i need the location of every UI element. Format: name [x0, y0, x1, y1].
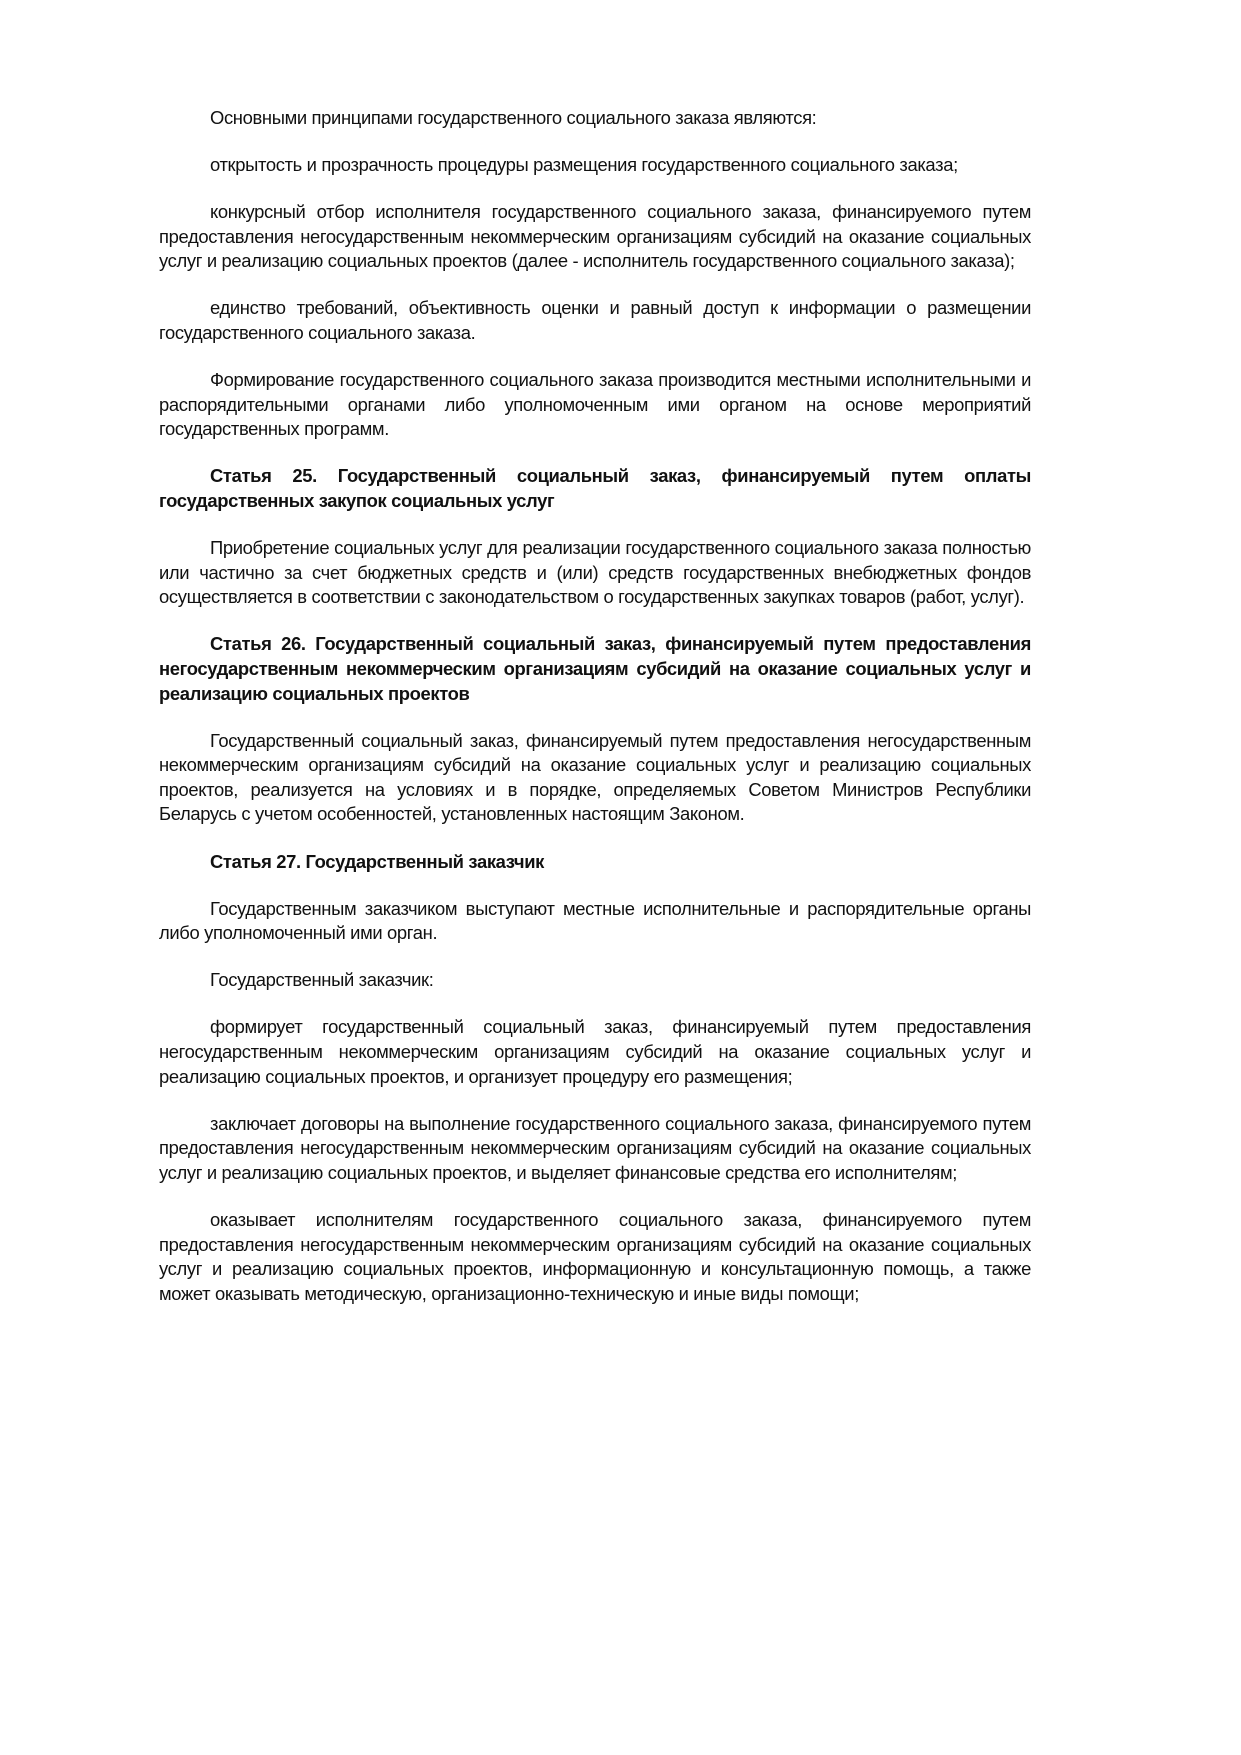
paragraph-article-25-body: Приобретение социальных услуг для реализации государственного социального заказа полностью или частично за счет бюджетных средств и (или) средств государственных внебюджетных фондов осуществляется в соответствии с законодательством о государственных закупках товаров (работ, услуг). — [159, 537, 1031, 608]
article-25-heading: Статья 25. Государственный социальный заказ, финансируемый путем оплаты государственных закупок социальных услуг — [159, 465, 1031, 512]
article-26-heading: Статья 26. Государственный социальный заказ, финансируемый путем предоставления негосударственным некоммерческим организациям субсидий на оказание социальных услуг и реализацию социальных проектов — [159, 633, 1031, 704]
paragraph-principle-unity: единство требований, объективность оценки и равный доступ к информации о размещении государственного социального заказа. — [159, 297, 1031, 344]
paragraph-article-27-assistance: оказывает исполнителям государственного социального заказа, финансируемого путем предоставления негосударственным некоммерческим организациям субсидий на оказание социальных услуг и реализацию социальных проектов, информационную и консультационную помощь, а также может оказывать методическую, организационно-техническую и иные виды помощи; — [159, 1209, 1031, 1304]
paragraph-article-26-body: Государственный социальный заказ, финансируемый путем предоставления негосударственным некоммерческим организациям субсидий на оказание социальных услуг и реализацию социальных проектов, реализуется на условиях и в порядке, определяемых Советом Министров Республики Беларусь с учетом особенностей, установленных настоящим Законом. — [159, 729, 1031, 825]
paragraph-principles-intro: Основными принципами государственного социального заказа являются: — [210, 107, 817, 128]
paragraph-article-27-contracts: заключает договоры на выполнение государственного социального заказа, финансируемого путем предоставления негосударственным некоммерческим организациям субсидий на оказание социальных услуг и реализацию социальных проектов, и выделяет финансовые средства его исполнителям; — [159, 1112, 1031, 1183]
paragraph-principle-openness: открытость и прозрачность процедуры размещения государственного социального заказа; — [210, 154, 958, 176]
paragraph-article-27-customer: Государственным заказчиком выступают местные исполнительные и распорядительные органы либо уполномоченный ими орган. — [159, 897, 1031, 944]
paragraph-article-27-customer-intro: Государственный заказчик: — [210, 969, 434, 991]
paragraph-article-27-forms: формирует государственный социальный заказ, финансируемый путем предоставления негосударственным некоммерческим организациям субсидий на оказание социальных услуг и реализацию социальных проектов, и организует процедуру его размещения; — [159, 1016, 1031, 1087]
paragraph-principle-competitive-selection: конкурсный отбор исполнителя государственного социального заказа, финансируемого путем предоставления негосударственным некоммерческим организациям субсидий на оказание социальных услуг и реализацию социальных проектов (далее - исполнитель государственного социального заказа); — [159, 201, 1031, 272]
paragraph-formation: Формирование государственного социального заказа производится местными исполнительными и распорядительными органами либо уполномоченным ими органом на основе мероприятий государственных программ. — [159, 369, 1031, 440]
article-27-heading: Статья 27. Государственный заказчик — [210, 850, 545, 872]
document-page — [159, 106, 1031, 1329]
